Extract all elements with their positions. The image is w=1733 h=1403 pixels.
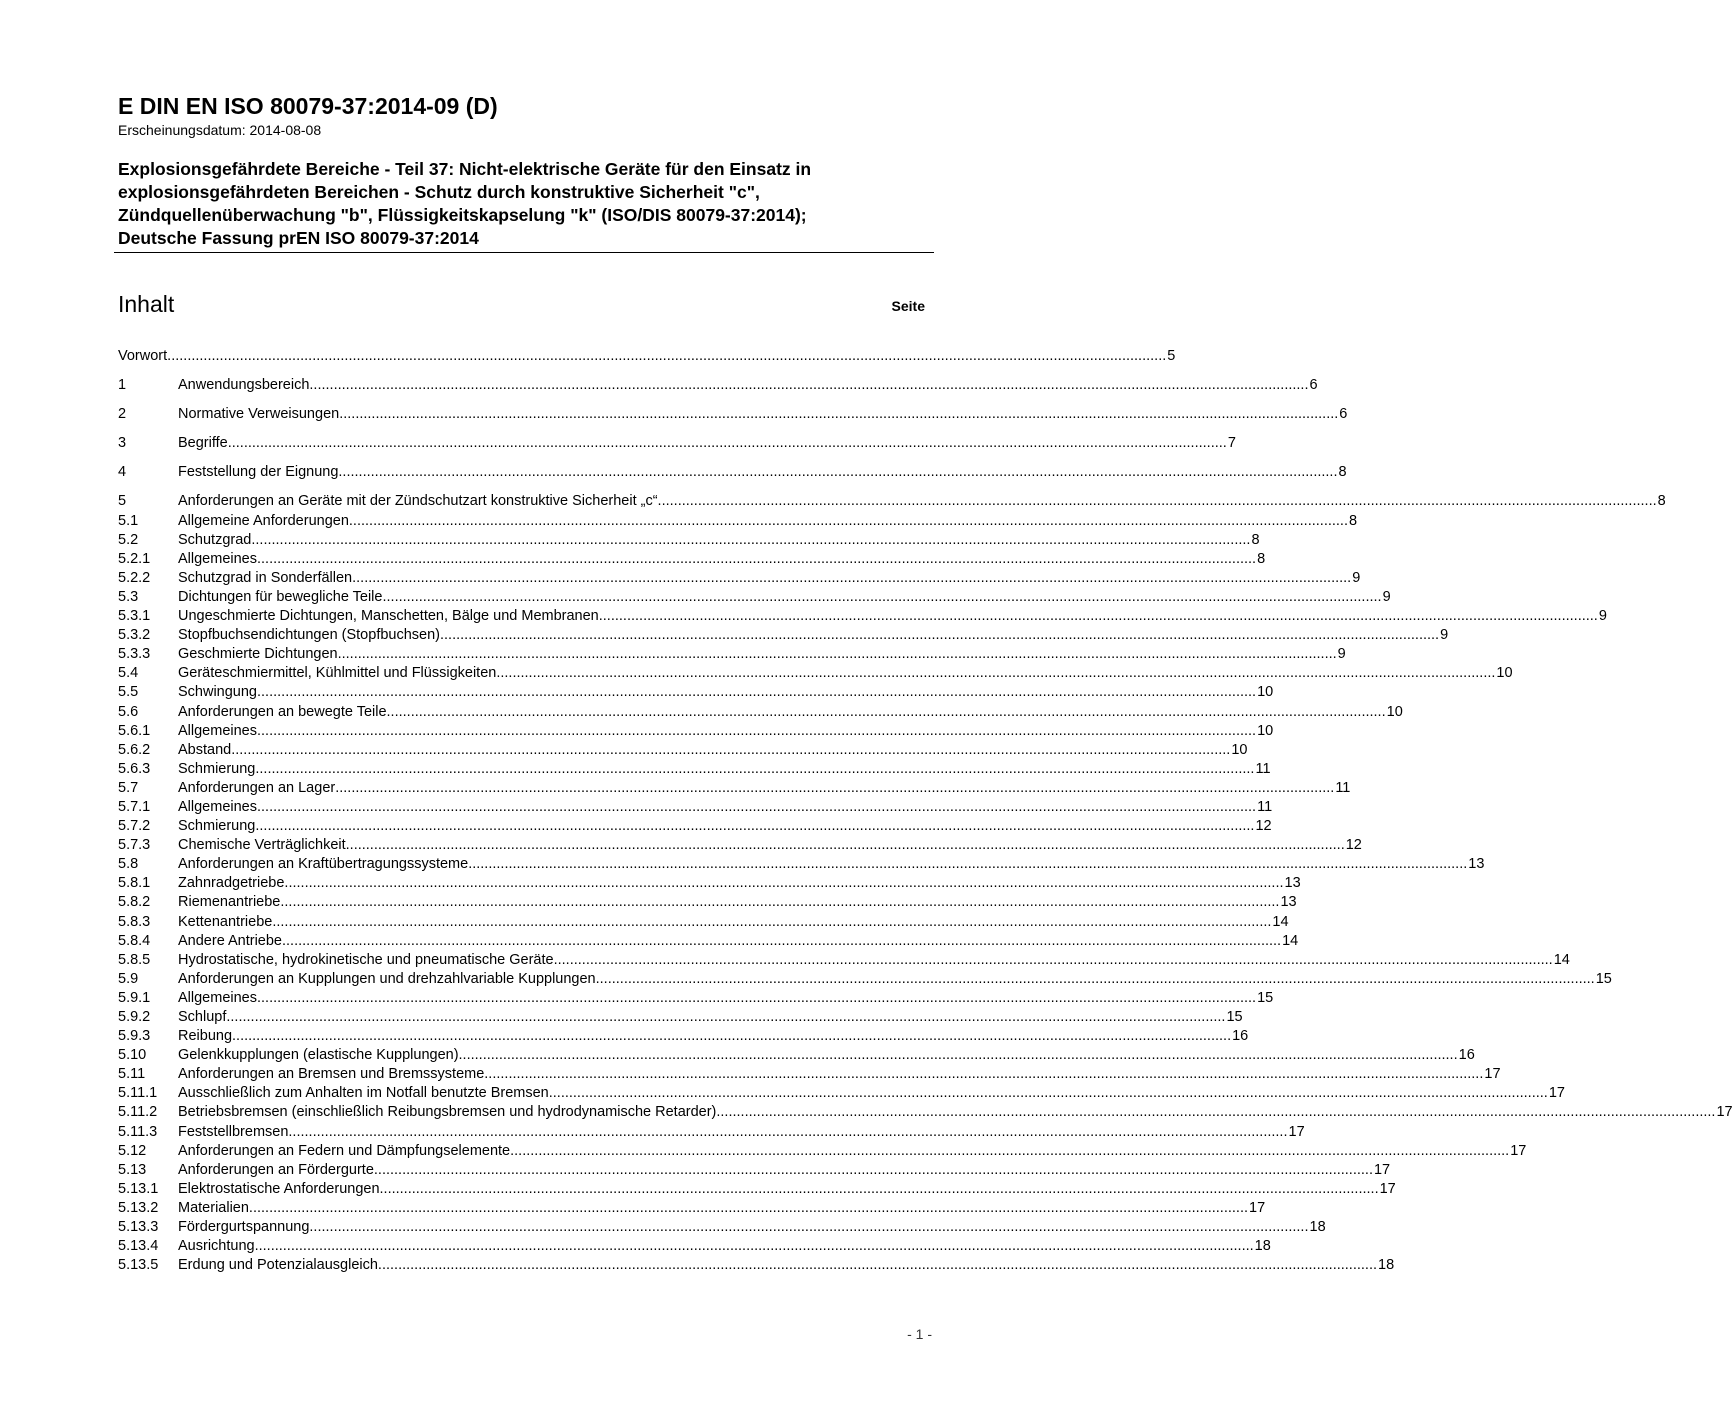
toc-entry-page: 10 — [1257, 722, 1274, 739]
toc-entry-title: Erdung und Potenzialausgleich — [178, 1257, 378, 1274]
toc-entry[interactable] — [118, 588, 1391, 607]
toc-entry-number: 5.8.2 — [118, 894, 151, 911]
toc-entry-number: 5.5 — [118, 684, 139, 701]
toc-entry-number: 5.11.1 — [118, 1085, 158, 1102]
dot-leader — [257, 550, 1256, 569]
toc-entry-number: 5.6.2 — [118, 741, 151, 758]
toc-entry-title: Anforderungen an Kraftübertragungssysteme — [178, 856, 469, 873]
dot-leader — [255, 760, 1254, 779]
toc-entry-title: Allgemeines — [178, 722, 257, 739]
dot-leader — [232, 1027, 1231, 1046]
dot-leader — [231, 741, 1230, 760]
dot-leader — [484, 1065, 1483, 1084]
toc-entry-number: 5.12 — [118, 1142, 147, 1159]
toc-entry[interactable] — [118, 376, 1318, 395]
toc-entry-number: 5.8.3 — [118, 913, 151, 930]
toc-entry-title: Materialien — [178, 1199, 249, 1216]
subtitle-line: Deutsche Fassung prEN ISO 80079-37:2014 — [118, 228, 479, 248]
toc-entry[interactable] — [118, 913, 1289, 932]
publication-date: Erscheinungsdatum: 2014-08-08 — [118, 122, 322, 138]
toc-entry-page: 17 — [1510, 1142, 1527, 1159]
toc-entry[interactable] — [118, 683, 1274, 702]
toc-entry-page: 14 — [1553, 951, 1570, 968]
toc-entry-number: 5.6.1 — [118, 722, 151, 739]
toc-entry[interactable] — [118, 550, 1266, 569]
toc-entry-number: 5.7.1 — [118, 798, 151, 815]
toc-entry-page: 11 — [1255, 760, 1271, 777]
toc-entry-page: 18 — [1309, 1219, 1326, 1236]
toc-entry-number: 5.13.2 — [118, 1199, 159, 1216]
dot-leader — [309, 1218, 1308, 1237]
toc-entry[interactable] — [118, 1199, 1266, 1218]
toc-entry[interactable] — [118, 569, 1361, 588]
dot-leader — [282, 932, 1281, 951]
toc-entry-title: Anforderungen an Bremsen und Bremssysteme — [178, 1066, 485, 1083]
dot-leader — [272, 913, 1271, 932]
table-of-contents — [118, 347, 1733, 1275]
toc-entry[interactable] — [118, 1008, 1243, 1027]
toc-entry-page: 17 — [1379, 1180, 1396, 1197]
toc-entry-number: 5.11.2 — [118, 1104, 158, 1121]
toc-entry[interactable] — [118, 932, 1299, 951]
toc-entry-number: 5.13.3 — [118, 1219, 159, 1236]
dot-leader — [510, 1142, 1509, 1161]
toc-entry-title: Schutzgrad — [178, 531, 252, 548]
toc-entry-page: 13 — [1280, 894, 1297, 911]
toc-entry-title: Fördergurtspannung — [178, 1219, 310, 1236]
toc-entry-title: Anforderungen an Fördergurte — [178, 1161, 374, 1178]
toc-entry[interactable] — [118, 463, 1347, 482]
toc-entry-page: 17 — [1548, 1085, 1565, 1102]
toc-entry-page: 9 — [1598, 608, 1607, 625]
subtitle-line: explosionsgefährdeten Bereichen - Schutz durch konstruktive Sicherheit "c", — [118, 182, 760, 202]
dot-leader — [374, 1161, 1373, 1180]
toc-entry-page: 14 — [1272, 913, 1289, 930]
toc-entry[interactable] — [118, 817, 1272, 836]
toc-entry-title: Anforderungen an Lager — [178, 779, 336, 796]
toc-entry-page: 8 — [1251, 531, 1260, 548]
toc-entry-number: 5.6.3 — [118, 760, 151, 777]
toc-entry-number: 5.3.3 — [118, 646, 151, 663]
dot-leader — [280, 893, 1279, 912]
dot-leader — [599, 607, 1598, 626]
toc-entry-title: Schutzgrad in Sonderfällen — [178, 569, 353, 586]
dot-leader — [549, 1084, 1548, 1103]
toc-entry-number: 5.3.1 — [118, 608, 151, 625]
toc-entry[interactable] — [118, 645, 1346, 664]
dot-leader — [352, 569, 1351, 588]
toc-entry-title: Ausschließlich zum Anhalten im Notfall benutzte Bremsen — [178, 1085, 549, 1102]
toc-entry-title: Stopfbuchsendichtungen (Stopfbuchsen) — [178, 627, 440, 644]
toc-entry-title: Schlupf — [178, 1009, 227, 1025]
dot-leader — [346, 836, 1345, 855]
dot-leader — [226, 1008, 1225, 1027]
toc-entry-page: 16 — [1232, 1028, 1249, 1045]
dot-leader — [459, 1046, 1458, 1065]
dot-leader — [380, 1180, 1379, 1199]
toc-entry-title: Hydrostatische, hydrokinetische und pneumatische Geräte — [178, 951, 554, 968]
dot-leader — [284, 874, 1283, 893]
toc-entry-number: 5.9.3 — [118, 1028, 151, 1045]
toc-entry-page: 17 — [1373, 1161, 1391, 1178]
toc-entry-number: 2 — [118, 406, 127, 423]
toc-entry-title: Elektrostatische Anforderungen — [178, 1180, 380, 1197]
toc-entry-number: 5.13.1 — [118, 1180, 159, 1197]
toc-entry-title: Begriffe — [178, 435, 228, 452]
subtitle-line: Zündquellenüberwachung "b", Flüssigkeitskapselung "k" (ISO/DIS 80079-37:2014); — [118, 205, 807, 225]
toc-entry-title: Ungeschmierte Dichtungen, Manschetten, Bälge und Membranen — [178, 608, 599, 625]
dot-leader — [257, 683, 1256, 702]
toc-entry[interactable] — [118, 798, 1273, 817]
toc-entry-page: 9 — [1352, 569, 1361, 586]
toc-entry[interactable] — [118, 1180, 1396, 1199]
toc-entry-page: 15 — [1226, 1009, 1243, 1025]
toc-entry[interactable] — [118, 836, 1362, 855]
toc-entry-page: 6 — [1309, 377, 1318, 394]
toc-entry-title: Schwingung — [178, 684, 257, 701]
toc-entry-number: 5.13.4 — [118, 1238, 159, 1255]
toc-entry-number: 5.11.3 — [118, 1123, 158, 1140]
toc-entry-title: Reibung — [178, 1028, 233, 1045]
document-header — [118, 92, 934, 139]
dot-leader — [382, 588, 1381, 607]
toc-entry-number: 5.7.2 — [118, 818, 151, 835]
toc-entry-title: Abstand — [178, 741, 232, 758]
toc-entry-page: 11 — [1257, 798, 1273, 815]
toc-entry[interactable] — [118, 970, 1612, 989]
toc-entry-number: 5.8.4 — [118, 932, 151, 949]
toc-entry[interactable] — [118, 1046, 1475, 1065]
toc-entry-title: Allgemeines — [178, 550, 257, 567]
toc-entry[interactable] — [118, 512, 1358, 531]
toc-entry-title: Chemische Verträglichkeit — [178, 837, 346, 854]
toc-entry-title: Geschmierte Dichtungen — [178, 646, 338, 663]
toc-entry-number: 5.10 — [118, 1047, 147, 1064]
dot-leader — [440, 626, 1439, 645]
toc-entry-title: Feststellbremsen — [178, 1123, 289, 1140]
toc-entry-page: 10 — [1496, 665, 1513, 682]
toc-entry-number: 5.1 — [118, 512, 139, 529]
toc-entry[interactable] — [118, 779, 1351, 798]
toc-entry[interactable] — [118, 1027, 1249, 1046]
toc-entry-page: 8 — [1338, 464, 1347, 481]
toc-entry-page: 9 — [1337, 646, 1346, 663]
toc-entry-page: 15 — [1257, 989, 1274, 1006]
dot-leader — [338, 463, 1337, 482]
toc-entry[interactable] — [118, 347, 1176, 366]
toc-entry[interactable] — [118, 989, 1274, 1008]
toc-entry-title: Zahnradgetriebe — [178, 875, 285, 892]
toc-entry[interactable] — [118, 893, 1297, 912]
toc-entry-page: 7 — [1227, 435, 1236, 452]
toc-entry-page: 16 — [1458, 1047, 1475, 1064]
toc-entry-number: 5.7 — [118, 779, 139, 796]
toc-entry-number: 5.9.2 — [118, 1009, 151, 1025]
toc-entry-title: Gelenkkupplungen (elastische Kupplungen) — [178, 1047, 459, 1064]
toc-entry[interactable] — [118, 405, 1348, 424]
document-subtitle — [118, 158, 934, 250]
toc-entry-title: Vorwort — [118, 348, 168, 364]
toc-entry[interactable] — [118, 1123, 1305, 1142]
dot-leader — [338, 645, 1337, 664]
dot-leader — [468, 855, 1467, 874]
toc-entry-number: 5.11 — [118, 1066, 146, 1083]
toc-entry-number: 5.9.1 — [118, 989, 151, 1006]
toc-entry-number: 5.3.2 — [118, 627, 151, 644]
toc-entry[interactable] — [118, 607, 1607, 626]
toc-entry[interactable] — [118, 1256, 1395, 1275]
toc-entry[interactable] — [118, 855, 1485, 874]
toc-entry-number: 5.2.1 — [118, 550, 151, 567]
toc-entry-title: Ausrichtung — [178, 1238, 255, 1255]
toc-entry-title: Anforderungen an Federn und Dämpfungselemente — [178, 1142, 511, 1159]
toc-entry-number: 5.2.2 — [118, 569, 151, 586]
toc-entry-number: 5.8 — [118, 856, 139, 873]
page-column-label: Seite — [891, 298, 925, 314]
toc-entry-page: 5 — [1167, 348, 1176, 364]
toc-entry-page: 15 — [1595, 970, 1612, 987]
page-number: - 1 - — [907, 1326, 932, 1342]
toc-entry-number: 5.13 — [118, 1161, 147, 1178]
toc-entry[interactable] — [118, 1237, 1271, 1256]
subtitle-line: Explosionsgefährdete Bereiche - Teil 37: Nicht-elektrische Geräte für den Einsatz in — [118, 159, 812, 179]
dot-leader — [167, 347, 1166, 366]
toc-entry-number: 1 — [118, 377, 127, 394]
toc-entry-page: 6 — [1339, 406, 1348, 423]
toc-entry-title: Normative Verweisungen — [178, 406, 340, 423]
toc-entry[interactable] — [118, 760, 1271, 779]
dot-leader — [658, 492, 1657, 511]
dot-leader — [596, 970, 1595, 989]
toc-entry-page: 17 — [1249, 1199, 1266, 1216]
toc-entry-number: 4 — [118, 464, 127, 481]
toc-entry-title: Andere Antriebe — [178, 932, 282, 949]
toc-entry-page: 8 — [1349, 512, 1358, 529]
dot-leader — [257, 798, 1256, 817]
toc-entry[interactable] — [118, 741, 1248, 760]
toc-entry-page: 13 — [1284, 875, 1301, 892]
toc-entry-page: 18 — [1254, 1238, 1271, 1255]
toc-entry[interactable] — [118, 1084, 1565, 1103]
dot-leader — [309, 376, 1308, 395]
toc-entry[interactable] — [118, 722, 1274, 741]
dot-leader — [496, 664, 1495, 683]
dot-leader — [554, 951, 1553, 970]
toc-entry-page: 13 — [1468, 856, 1485, 873]
title-divider — [114, 252, 934, 253]
dot-leader — [228, 434, 1227, 453]
toc-entry-number: 5 — [118, 493, 127, 510]
toc-entry[interactable] — [118, 703, 1403, 722]
toc-entry-title: Kettenantriebe — [178, 913, 273, 930]
toc-entry-page: 17 — [1288, 1123, 1305, 1140]
toc-entry[interactable] — [118, 434, 1236, 453]
toc-heading: Inhalt — [118, 291, 175, 317]
toc-entry-title: Dichtungen für bewegliche Teile — [178, 588, 383, 605]
toc-entry-page: 12 — [1255, 818, 1272, 835]
toc-entry-page: 8 — [1657, 493, 1666, 510]
toc-entry-title: Allgemeine Anforderungen — [178, 512, 349, 529]
toc-entry-title: Allgemeines — [178, 989, 257, 1006]
toc-entry-title: Betriebsbremsen (einschließlich Reibungsbremsen und hydrodynamische Retarder) — [178, 1104, 717, 1121]
toc-entry-page: 8 — [1257, 550, 1266, 567]
toc-entry-page: 12 — [1345, 837, 1362, 854]
dot-leader — [387, 703, 1386, 722]
toc-entry-page: 11 — [1335, 779, 1351, 796]
toc-entry[interactable] — [118, 874, 1301, 893]
toc-entry-number: 5.13.5 — [118, 1257, 159, 1274]
toc-entry-number: 5.4 — [118, 665, 139, 682]
toc-entry-page: 17 — [1484, 1066, 1501, 1083]
toc-entry-number: 3 — [118, 435, 127, 452]
toc-entry-title: Allgemeines — [178, 798, 257, 815]
toc-entry-number: 5.2 — [118, 531, 139, 548]
toc-entry-number: 5.8.1 — [118, 875, 151, 892]
dot-leader — [249, 1199, 1248, 1218]
toc-entry-page: 14 — [1282, 932, 1299, 949]
toc-entry-page: 10 — [1257, 684, 1274, 701]
toc-entry-page: 9 — [1440, 627, 1449, 644]
toc-entry-page: 17 — [1716, 1104, 1733, 1121]
toc-entry-title: Schmierung — [178, 760, 256, 777]
toc-entry-number: 5.8.5 — [118, 951, 151, 968]
toc-entry[interactable] — [118, 1142, 1527, 1161]
toc-entry[interactable] — [118, 1161, 1391, 1180]
dot-leader — [339, 405, 1338, 424]
toc-entry-number: 5.6 — [118, 703, 139, 720]
toc-entry-page: 10 — [1231, 741, 1248, 758]
dot-leader — [378, 1256, 1377, 1275]
toc-entry[interactable] — [118, 1103, 1733, 1122]
toc-entry-title: Anforderungen an Geräte mit der Zündschutzart konstruktive Sicherheit „c“ — [178, 493, 658, 510]
toc-entry-number: 5.7.3 — [118, 837, 151, 854]
dot-leader — [288, 1123, 1287, 1142]
toc-entry-page: 9 — [1382, 588, 1391, 605]
dot-leader — [257, 722, 1256, 741]
dot-leader — [257, 989, 1256, 1008]
toc-entry[interactable] — [118, 492, 1666, 511]
document-title: E DIN EN ISO 80079-37:2014-09 (D) — [118, 93, 498, 119]
toc-entry-title: Schmierung — [178, 818, 256, 835]
dot-leader — [255, 817, 1254, 836]
dot-leader — [251, 531, 1250, 550]
toc-entry-page: 18 — [1378, 1257, 1395, 1274]
toc-entry[interactable] — [118, 531, 1260, 550]
toc-entry[interactable] — [118, 626, 1449, 645]
dot-leader — [255, 1237, 1254, 1256]
toc-entry-number: 5.9 — [118, 970, 139, 987]
toc-entry-number: 5.3 — [118, 588, 139, 605]
toc-entry[interactable] — [118, 664, 1513, 683]
toc-entry-title: Anwendungsbereich — [178, 377, 310, 394]
toc-entry-title: Anforderungen an Kupplungen und drehzahlvariable Kupplungen — [178, 970, 596, 987]
toc-entry-title: Feststellung der Eignung — [178, 464, 339, 481]
dot-leader — [349, 512, 1348, 531]
dot-leader — [716, 1103, 1715, 1122]
toc-entry-title: Geräteschmiermittel, Kühlmittel und Flüssigkeiten — [178, 665, 497, 682]
toc-entry-title: Anforderungen an bewegte Teile — [178, 703, 387, 720]
toc-entry[interactable] — [118, 1218, 1326, 1237]
toc-entry[interactable] — [118, 951, 1570, 970]
toc-entry-page: 10 — [1386, 703, 1403, 720]
dot-leader — [335, 779, 1334, 798]
toc-entry[interactable] — [118, 1065, 1501, 1084]
toc-entry-title: Riemenantriebe — [178, 894, 281, 911]
